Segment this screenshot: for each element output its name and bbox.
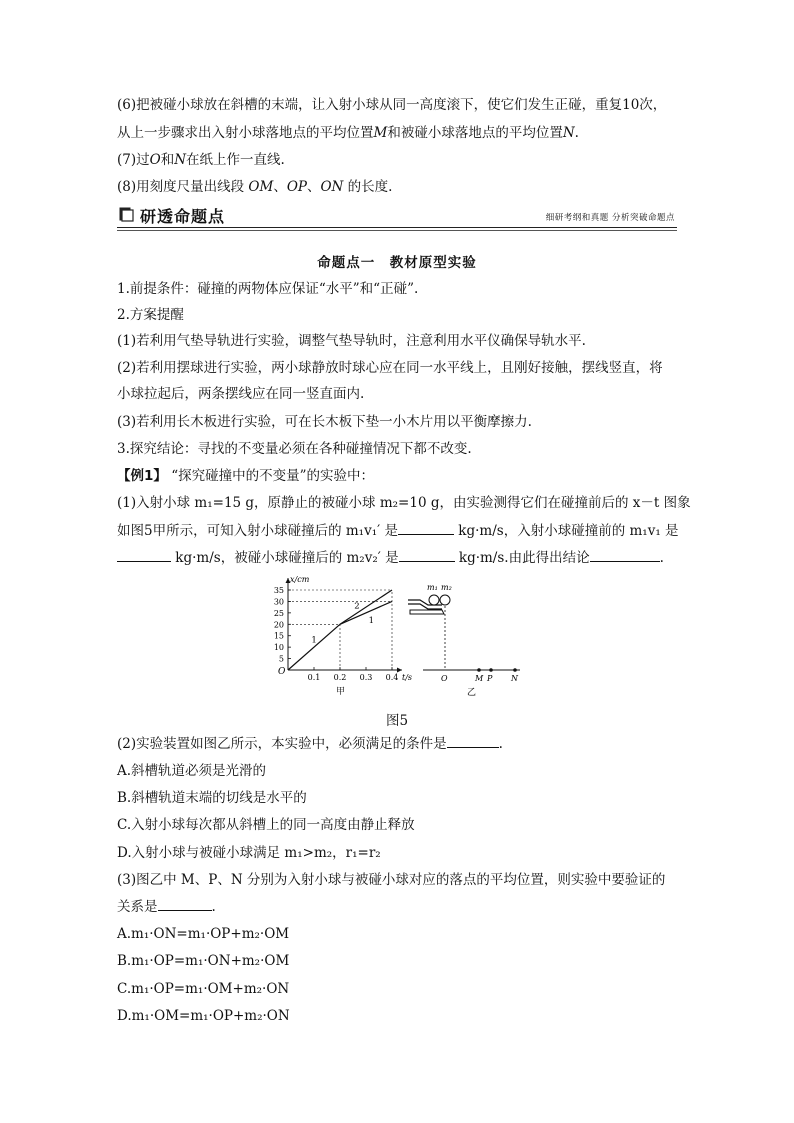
point-n: N <box>562 125 575 141</box>
section-rule <box>117 227 677 228</box>
section-title: 研透命题点 <box>140 207 226 226</box>
answer-blank <box>590 549 660 562</box>
origin-label: O <box>278 667 286 677</box>
point-m-dot <box>477 668 481 672</box>
example-tag: 【例1】 <box>117 468 167 484</box>
text: . <box>574 125 579 141</box>
segment-op: OP <box>286 179 307 195</box>
ball-m1 <box>429 595 439 605</box>
step-7 <box>117 151 285 169</box>
text: (8)用刻度尺量出线段 <box>117 179 245 195</box>
figure-caption: 图5 <box>385 713 409 729</box>
label-n: N <box>511 674 518 683</box>
point-p-dot <box>489 668 493 672</box>
topic-title: 命题点一 教材原型实验 <box>317 255 477 271</box>
text: kg·m/s.由此得出结论 <box>458 550 590 566</box>
answer-blank <box>447 735 499 748</box>
text: 如图5甲所示，可知入射小球碰撞后的 m₁v₁′ 是 <box>117 523 398 539</box>
question-3-line-2 <box>117 898 216 916</box>
question-2-stem <box>117 735 503 753</box>
segment-on: ON <box>320 179 344 195</box>
answer-blank <box>158 898 212 911</box>
text: . <box>659 550 664 566</box>
ball-m2 <box>440 595 450 605</box>
y-tick-label: 25 <box>273 608 284 618</box>
ball-m1-label: m₁ <box>427 583 438 592</box>
text: kg·m/s，被碰小球碰撞后的 m₂v₂′ 是 <box>175 550 399 566</box>
question-2-option-d: D.入射小球与被碰小球满足 m₁>m₂，r₁=r₂ <box>117 845 381 861</box>
point-2-2-line-2: 小球拉起后，两条摆线应在同一竖直面内. <box>117 386 365 402</box>
figure-5 <box>258 574 538 700</box>
point-m: M <box>373 125 388 141</box>
question-3-option-a: A.m₁·ON=m₁·OP+m₂·OM <box>117 926 290 942</box>
separator: 、 <box>306 179 321 195</box>
question-3-option-d: D.m₁·OM=m₁·OP+m₂·ON <box>117 1008 290 1024</box>
step-8 <box>117 178 392 196</box>
series-line-1 <box>288 624 340 670</box>
y-axis-label: x/cm <box>290 575 310 584</box>
text: 和 <box>160 152 175 168</box>
example-intro: “探究碰撞中的不变量”的实验中： <box>171 468 375 484</box>
text: . <box>498 736 503 752</box>
question-3-line-1: (3)图乙中 M、P、N 分别为入射小球与被碰小球对应的落点的平均位置，则实验中要验证的 <box>117 872 666 888</box>
y-tick-label: 20 <box>273 620 284 630</box>
jia-label: 甲 <box>336 687 346 697</box>
y-tick-label: 30 <box>273 597 284 607</box>
question-2-option-b: B.斜槽轨道末端的切线是水平的 <box>117 790 307 806</box>
step-6-line-1: (6)把被碰小球放在斜槽的末端，让入射小球从同一高度滚下，使它们发生正碰，重复10次， <box>117 97 667 113</box>
x-tick-label: 0.4 <box>385 673 399 682</box>
text: 从上一步骤求出入射小球落地点的平均位置 <box>117 125 374 141</box>
text: (7)过 <box>117 152 150 168</box>
series-label: 1 <box>311 635 317 646</box>
example-header <box>117 467 374 485</box>
question-1-line-2 <box>117 522 679 540</box>
series-label: 2 <box>354 601 360 612</box>
answer-blank <box>117 549 171 562</box>
text: 的长度. <box>347 179 393 195</box>
label-o: O <box>441 674 448 683</box>
x-axis-label: t/s <box>402 673 413 682</box>
x-tick-label: 0.2 <box>333 673 347 682</box>
chute-base <box>410 610 444 614</box>
label-m: M <box>475 674 484 683</box>
point-1: 1.前提条件：碰撞的两物体应保证“水平”和“正碰”. <box>117 281 419 297</box>
question-3-option-c: C.m₁·OP=m₁·OM+m₂·ON <box>117 981 290 997</box>
text: 和被碰小球落地点的平均位置 <box>387 125 563 141</box>
point-2-3: (3)若利用长木板进行实验，可在长木板下垫一小木片用以平衡摩擦力. <box>117 414 532 430</box>
question-1-line-3 <box>117 549 664 567</box>
separator: 、 <box>273 179 287 195</box>
section-subtitle: 细研考纲和真题 分析突破命题点 <box>545 213 675 223</box>
series-line-2 <box>340 601 392 627</box>
ball-m2-label: m₂ <box>441 583 452 592</box>
segment-om: OM <box>248 179 274 195</box>
point-n-dot <box>513 668 517 672</box>
apparatus-yi <box>408 583 520 698</box>
yi-label: 乙 <box>467 688 477 698</box>
series-label: 1 <box>368 616 375 627</box>
y-tick-label: 5 <box>278 654 284 664</box>
text: (2)实验装置如图乙所示，本实验中，必须满足的条件是 <box>117 736 447 752</box>
series-line-3 <box>340 590 392 627</box>
y-tick-label: 15 <box>273 631 284 641</box>
answer-blank <box>398 522 454 535</box>
chart-jia <box>274 575 412 697</box>
x-tick-label: 0.1 <box>307 673 321 682</box>
question-3-option-b: B.m₁·OP=m₁·ON+m₂·OM <box>117 953 290 969</box>
point-2-2-line-1: (2)若利用摆球进行实验，两小球静放时球心应在同一水平线上，且刚好接触，摆线竖直，将 <box>117 360 663 376</box>
x-axis-arrow <box>397 668 402 673</box>
question-1-line-1: (1)入射小球 m₁=15 g，原静止的被碰小球 m₂=10 g，由实验测得它们在碰撞前后的 x－t 图象 <box>117 495 691 511</box>
label-p: P <box>487 674 493 683</box>
section-book-icon <box>119 207 134 222</box>
section-header <box>117 204 677 228</box>
text: . <box>211 899 216 915</box>
answer-blank <box>399 549 455 562</box>
question-2-option-c: C.入射小球每次都从斜槽上的同一高度由静止释放 <box>117 817 415 833</box>
x-tick-label: 0.3 <box>359 673 373 682</box>
point-2: 2.方案提醒 <box>117 307 184 323</box>
text: 关系是 <box>117 899 158 915</box>
point-2-1: (1)若利用气垫导轨进行实验，调整气垫导轨时，注意利用水平仪确保导轨水平. <box>117 333 586 349</box>
text: kg·m/s，入射小球碰撞前的 m₁v₁ 是 <box>458 523 679 539</box>
section-rule-thin <box>117 230 677 231</box>
y-tick-label: 10 <box>273 643 284 653</box>
question-2-option-a: A.斜槽轨道必须是光滑的 <box>117 763 267 779</box>
text: 在纸上作一直线. <box>186 152 285 168</box>
point-3: 3.探究结论：寻找的不变量必须在各种碰撞情况下都不改变. <box>117 441 472 457</box>
y-tick-label: 35 <box>273 586 284 595</box>
step-6-line-2 <box>117 124 579 142</box>
point-n: N <box>174 152 187 168</box>
point-o: O <box>149 152 161 168</box>
